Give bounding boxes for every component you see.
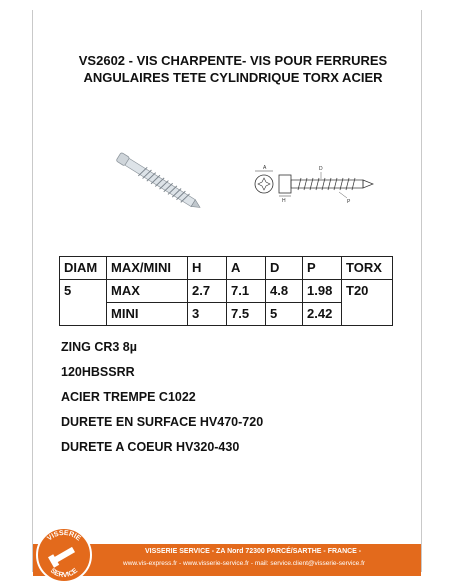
- table-cell: T20: [342, 280, 393, 326]
- table-header-row: [60, 257, 393, 280]
- table-cell: 2.7: [188, 280, 227, 303]
- footer-address: VISSERIE SERVICE - ZA Nord 72300 PARCÉ/SARTHE - FRANCE -: [145, 548, 362, 555]
- header-cell: A: [227, 257, 266, 280]
- screw-technical-drawing: [251, 162, 381, 212]
- table-cell: 5: [266, 303, 303, 326]
- property-coating: ZING CR3 8µ: [61, 340, 137, 354]
- header-cell: TORX: [342, 257, 393, 280]
- document-title: [63, 52, 403, 86]
- header-cell: D: [266, 257, 303, 280]
- label-h: H: [282, 198, 286, 204]
- table-cell: MINI: [107, 303, 188, 326]
- title-line-2: ANGULAIRES TETE CYLINDRIQUE TORX ACIER: [83, 70, 383, 85]
- table-cell: 3: [188, 303, 227, 326]
- footer-contact: www.vis-express.fr - www.visserie-service.fr - mail: service.client@visserie-service.fr: [123, 560, 366, 567]
- property-surface-hardness: DURETE EN SURFACE HV470-720: [61, 415, 264, 429]
- screw-photo: [111, 148, 211, 218]
- table-cell: 7.1: [227, 280, 266, 303]
- property-steel: ACIER TREMPE C1022: [61, 390, 196, 404]
- logo-text-bottom: SERVICE: [48, 567, 80, 580]
- table-row: [60, 280, 393, 303]
- spec-table: [59, 256, 393, 326]
- header-cell: H: [188, 257, 227, 280]
- table-cell: 5: [60, 280, 107, 326]
- document-page: [32, 10, 422, 580]
- header-cell: P: [303, 257, 342, 280]
- table-cell: 7.5: [227, 303, 266, 326]
- title-line-1: VS2602 - VIS CHARPENTE- VIS POUR FERRURES: [78, 53, 388, 68]
- label-d: D: [319, 166, 323, 172]
- material-properties: [61, 340, 263, 465]
- header-cell: DIAM: [60, 257, 107, 280]
- label-a: A: [263, 165, 267, 171]
- table-cell: MAX: [107, 280, 188, 303]
- property-code: 120HBSSRR: [61, 365, 135, 379]
- logo-text-top: VISSERIE: [46, 529, 82, 543]
- table-cell: 1.98: [303, 280, 342, 303]
- table-cell: 4.8: [266, 280, 303, 303]
- visserie-service-logo: [35, 526, 93, 584]
- header-cell: MAX/MINI: [107, 257, 188, 280]
- property-core-hardness: DURETE A COEUR HV320-430: [61, 440, 240, 454]
- table-cell: 2.42: [303, 303, 342, 326]
- label-p: P: [347, 199, 351, 205]
